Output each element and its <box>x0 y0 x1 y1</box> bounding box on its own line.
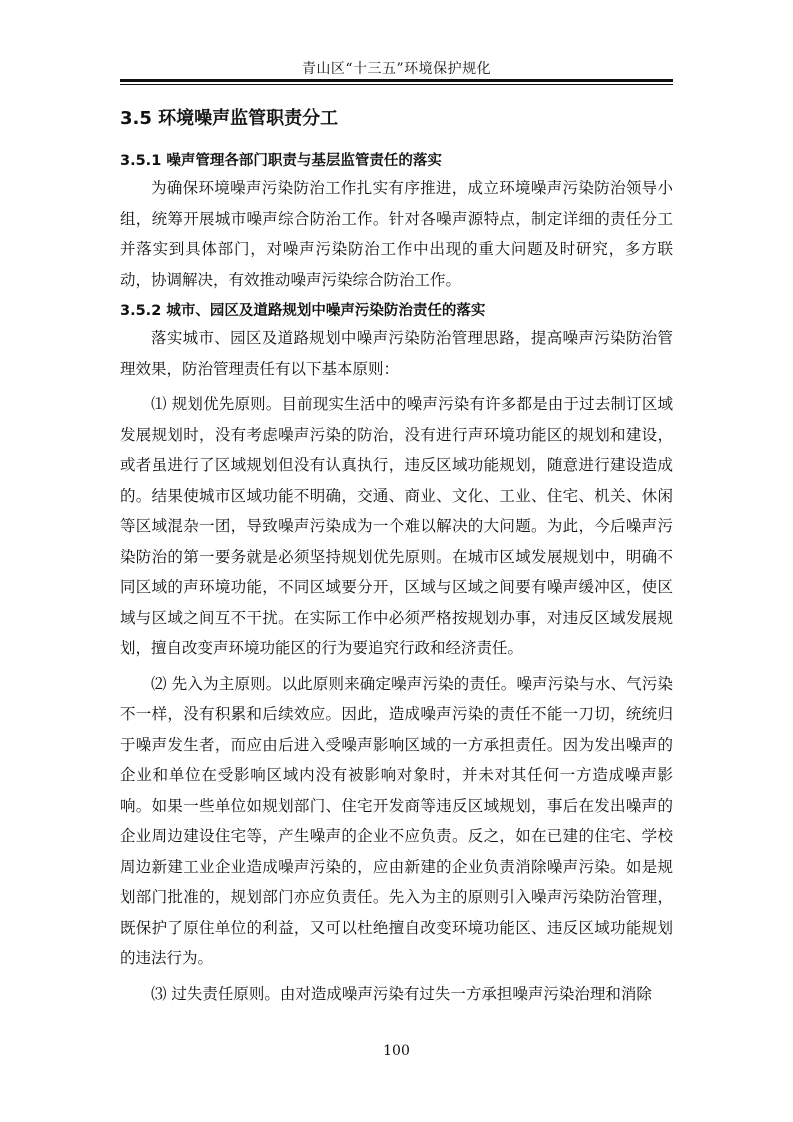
section-title: 3.5 环境噪声监管职责分工 <box>120 108 339 129</box>
paragraph-principles-intro: 落实城市、园区及道路规划中噪声污染防治管理思路，提高噪声污染防治管理效果，防治管理责任有以下基本原则： <box>120 329 673 378</box>
paragraph-leading-group: 为确保环境噪声污染防治工作扎实有序推进，成立环境噪声污染防治领导小组，统筹开展城市噪声综合防治工作。针对各噪声源特点，制定详细的责任分工并落实到具体部门，对噪声污染防治工作中出现的重大问题及时研究，多方联动，协调解决，有效推动噪声污染综合防治工作。 <box>120 179 673 289</box>
paragraph-planning-priority: ⑴ 规划优先原则。目前现实生活中的噪声污染有许多都是由于过去制订区域发展规划时，没有考虑噪声污染的防治，没有进行声环境功能区的规划和建设，或者虽进行了区域规划但没有认真执行，违反区域功能规划，随意进行建设造成的。结果使城市区域功能不明确，交通、商业、文化、工业、住宅、机关、休闲等区域混杂一团，导致噪声污染成为一个难以解决的大问题。为此，今后噪声污染防治的第一要务就是必须坚持规划优先原则。在城市区域发展规划中，明确不同区域的声环境功能，不同区域要分开，区域与区域之间要有噪声缓冲区，使区域与区域之间互不干扰。在实际工作中必须严格按规划办事，对违反区域发展规划，擅自改变声环境功能区的行为要追究行政和经济责任。 <box>120 395 673 657</box>
page-body <box>120 104 673 1009</box>
paragraph-first-come-principle: ⑵ 先入为主原则。以此原则来确定噪声污染的责任。噪声污染与水、气污染不一样，没有积累和后续效应。因此，造成噪声污染的责任不能一刀切，统统归于噪声发生者，而应由后进入受噪声影响区域的一方承担责任。因为发出噪声的企业和单位在受影响区域内没有被影响对象时，并未对其任何一方造成噪声影响。如果一些单位如规划部门、住宅开发商等违反区域规划，事后在发出噪声的企业周边建设住宅等，产生噪声的企业不应负责。反之，如在已建的住宅、学校周边新建工业企业造成噪声污染的，应由新建的企业负责消除噪声污染。如是规划部门批准的，规划部门亦应负责任。先入为主的原则引入噪声污染防治管理，既保护了原住单位的利益，又可以杜绝擅自改变环境功能区、违反区域功能规划的违法行为。 <box>120 674 673 967</box>
subsection-heading-3-5-1: 3.5.1 噪声管理各部门职责与基层监管责任的落实 <box>120 153 442 169</box>
header-rule-thick <box>120 79 673 82</box>
subsection-heading-3-5-2: 3.5.2 城市、园区及道路规划中噪声污染防治责任的落实 <box>120 303 486 319</box>
header-rule-thin <box>120 84 673 85</box>
running-header: 青山区“十三五”环境保护规化 <box>301 61 492 77</box>
paragraph-fault-liability: ⑶ 过失责任原则。由对造成噪声污染有过失一方承担噪声污染治理和消除 <box>151 984 652 1003</box>
page-number: 100 <box>383 1043 410 1059</box>
